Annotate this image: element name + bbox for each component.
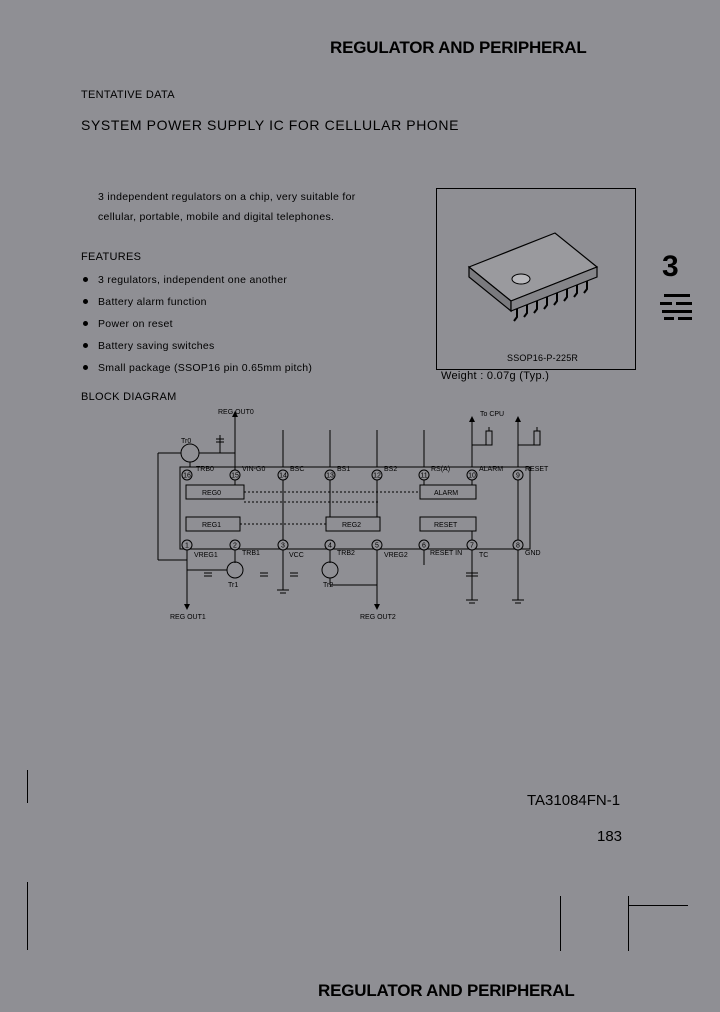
block-diagram [150, 405, 570, 625]
margin-rule [628, 905, 688, 906]
block-label: REG2 [342, 522, 362, 529]
reg-out0-label: REG OUT0 [218, 409, 254, 416]
pin-label-top: RESET [525, 466, 549, 473]
pin-num-top: 13 [326, 472, 334, 480]
pin-num-top: 14 [279, 472, 287, 480]
feature-item: Battery saving switches [82, 335, 422, 357]
pin-label-bottom: RESET IN [430, 550, 463, 557]
intro-line-1: 3 independent regulators on a chip, very suitable for [98, 191, 356, 203]
block-label: REG0 [202, 490, 222, 497]
footer-title: REGULATOR AND PERIPHERAL [318, 981, 575, 1000]
pin-num-bottom: 6 [422, 542, 426, 550]
feature-item: Small package (SSOP16 pin 0.65mm pitch) [82, 357, 422, 379]
block-label: RESET [434, 522, 458, 529]
pin-label-bottom: TRB1 [242, 550, 260, 557]
pin-label-top: BS2 [384, 466, 398, 473]
pin-label-top: TRB0 [196, 466, 214, 473]
package-image-box [436, 188, 636, 370]
margin-rule [27, 882, 28, 950]
pin-num-top: 11 [420, 472, 428, 480]
feature-item: 3 regulators, independent one another [82, 269, 422, 291]
to-cpu-label: To CPU [480, 411, 505, 418]
package-weight: Weight : 0.07g (Typ.) [441, 370, 550, 382]
pin-label-bottom: GND [525, 550, 541, 557]
section-tab-number: 3 [662, 250, 679, 283]
block-label: ALARM [434, 490, 459, 497]
feature-item: Power on reset [82, 313, 422, 335]
pin-num-bottom: 3 [281, 542, 285, 550]
product-title: SYSTEM POWER SUPPLY IC FOR CELLULAR PHONE [81, 117, 460, 133]
pin-num-bottom: 4 [328, 542, 332, 550]
features-list [82, 269, 422, 379]
pin-label-bottom: TRB2 [337, 550, 355, 557]
ssop16-package-drawing [437, 189, 635, 369]
pin-label-top: BS1 [337, 466, 351, 473]
pin-num-top: 9 [516, 472, 520, 480]
pin-label-bottom: VREG2 [384, 552, 408, 559]
reg-out1-label: REG OUT1 [170, 614, 206, 621]
pin-label-top: RS(A) [431, 466, 451, 473]
pin-num-top: 12 [373, 472, 381, 480]
pin-label-top: VIN-G0 [242, 466, 266, 473]
reg-out2-label: REG OUT2 [360, 614, 396, 621]
pin-num-bottom: 8 [516, 542, 520, 550]
margin-rule [560, 896, 561, 951]
pin-label-bottom: TC [479, 552, 489, 559]
page-header-title: REGULATOR AND PERIPHERAL [330, 38, 587, 57]
tr1-label: Tr1 [228, 582, 239, 589]
pin-num-bottom: 7 [470, 542, 474, 550]
intro-line-2: cellular, portable, mobile and digital telephones. [98, 211, 335, 223]
block-diagram-heading: BLOCK DIAGRAM [81, 391, 177, 403]
pin-label-bottom: VCC [289, 552, 304, 559]
pin-num-top: 15 [231, 472, 239, 480]
pin-num-bottom: 1 [185, 542, 189, 550]
package-name: SSOP16-P-225R [507, 353, 579, 363]
margin-rule [27, 770, 28, 803]
tentative-data-label: TENTATIVE DATA [81, 89, 175, 101]
intro-text [98, 187, 356, 227]
features-heading: FEATURES [81, 251, 142, 263]
block-label: REG1 [202, 522, 222, 529]
pin-label-bottom: VREG1 [194, 552, 218, 559]
pin-label-top: ALARM [479, 466, 504, 473]
pin-num-top: 16 [183, 472, 191, 480]
tr2-label: Tr2 [323, 582, 334, 589]
pin-num-bottom: 2 [233, 542, 237, 550]
section-tab-marks [658, 292, 698, 322]
part-number: TA31084FN-1 [527, 792, 621, 809]
page-number: 183 [597, 828, 623, 845]
tr0-label: Tr0 [181, 438, 192, 445]
pin-num-top: 10 [468, 472, 476, 480]
feature-item: Battery alarm function [82, 291, 422, 313]
pin-label-top: BSC [290, 466, 305, 473]
pin-num-bottom: 5 [375, 542, 379, 550]
